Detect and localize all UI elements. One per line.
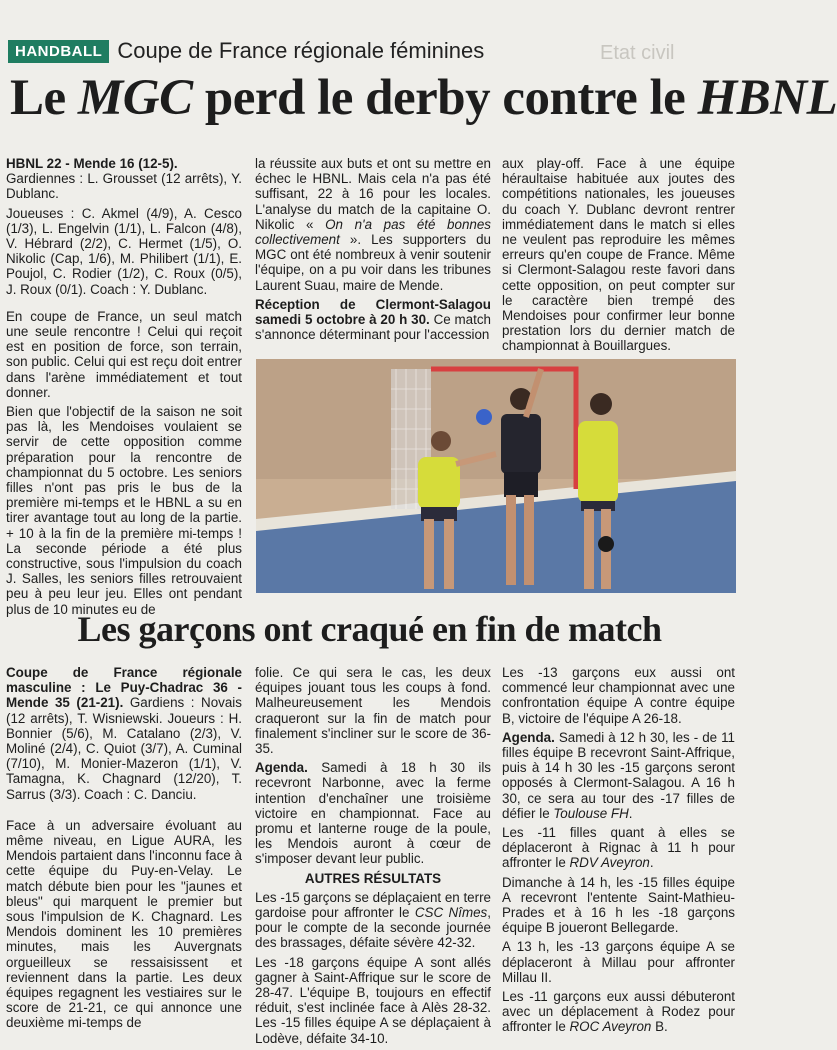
article1-column-2: la réussite aux buts et ont su mettre en échec le HBNL. Mais cela n'a pas été suffisant, 22 à 16 pour les locales. L'analyse du match de la capitaine O. Nikolic « On n'a pas été bonnes collectivement ». Les supporters du MGC ont été nombreux à venir soutenir l'équipe, on a pu voir dans les tribunes Laurent Suau, maire de Mende. Réception de Clermont-Salagou samedi 5 octobre à 20 h 30. Ce match s'annonce déterminant pour l'accession [255, 156, 491, 343]
team-name: Toulouse FH [553, 805, 629, 821]
team-name: CSC Nîmes [414, 905, 488, 921]
agenda-title: Agenda. [502, 729, 555, 745]
section-tag: HANDBALL [8, 40, 109, 63]
team-name: ROC Aveyron [569, 1019, 652, 1035]
ghost-line: Etat civil [600, 42, 675, 64]
paragraph: Face à un adversaire évoluant au même niveau, en Ligue AURA, les Mendois partaient dans l'inconnu face à cette équipe du Puy-en-Velay. Le match débute bien pour les "jaunes et bleus" qui marquent le premier but sous l'impulsion de K. Chagnard. Les Mendois dominent les 10 premières minutes, mais les Auvergnats orgueilleux se ressaisissent et reviennent dans la partie. Les deux équipes regagnent les vestiaires sur le score de 21-21, ce qui annonce une deuxième mi-temps de [6, 817, 242, 1031]
paragraph: Les -18 garçons équipe A sont allés gagner à Saint-Affrique sur le score de 28-47. L'équipe B, toujours en effectif réduit, s'est inclinée face à Alès 28-32. Les -15 filles équipe A se déplaçaient à Lodève, défaite 34-10. [255, 954, 491, 1046]
main-headline: Le MGC perd le derby contre le HBNL [10, 70, 837, 126]
paragraph: Les -13 garçons eux aussi ont commencé leur championnat avec une confrontation équipe A contre équipe B, victoire de l'équipe A 26-18. [502, 665, 735, 726]
paragraph: aux play-off. Face à une équipe héraultaise habituée aux joutes des compétitions nationales, les joueuses du coach Y. Dublanc devront rentrer immédiatement dans le match si elles ne veulent pas reproduire les mêmes erreurs qu'en coupe de France. Même si Clermont-Salagou reste favori dans cette opposition, on peut compter sur le caractère bien trempé des Mendoises pour confirmer leur bonne prestation lors du dernier match de championnat à Bouillargues. [502, 156, 735, 354]
paragraph: En coupe de France, un seul match une seule rencontre ! Celui qui reçoit est en position de force, son terrain, son public. Celui qui est reçu doit entrer dans l'arène immédiatement et tout donner. [6, 308, 242, 400]
goalkeepers-text: Gardiennes : L. Grousset (12 arrêts), Y. Dublanc. [6, 171, 242, 202]
team-name: RDV Aveyron [569, 855, 650, 871]
blue-player-partial [476, 409, 492, 425]
article1-column-1 [6, 156, 242, 621]
paragraph: A 13 h, les -13 garçons équipe A se déplaceront à Millau pour affronter Millau II. [502, 939, 735, 985]
secondary-headline: Les garçons ont craqué en fin de match [77, 609, 662, 649]
article2-column-1 [6, 665, 242, 1035]
roster-text: Gardiens : Novais (12 arrêts), T. Wisniewski. Joueurs : H. Bonnier (5/6), M. Catalano (2/3), V. Moliné (2/4), C. Quiot (3/7), A. Cuminal (7/10), M. Monier-Mazeron (1/1), V. Tamagna, K. Chagnard (12/20), T. Sarrus (3/3). Coach : C. Danciu. [6, 695, 242, 802]
article1-column-3 [502, 156, 735, 358]
players-text: Joueuses : C. Akmel (4/9), A. Cesco (1/3), L. Engelvin (1/1), L. Falcon (4/8), V. Hébrard (2/2), C. Hermet (1/5), O. Nikolic (Cap, 1/6), M. Philibert (1/1), E. Poujol, C. Rodier (1/2), C. Roux (0/5), J. Roux (0/1). Coach : Y. Dublanc. [6, 205, 242, 297]
score-line: HBNL 22 - Mende 16 (12-5). [6, 156, 178, 171]
paragraph: folie. Ce qui sera le cas, les deux équipes jouant tous les coups à fond. Malheureusement les Mendois craqueront sur la fin de match pour finalement s'incliner sur le score de 36-35. [255, 665, 491, 757]
paragraph: Bien que l'objectif de la saison ne soit pas là, les Mendoises voulaient se servir de cette opposition comme préparation pour la rencontre de championnat du 5 octobre. Les seniors filles n'ont pas pris le bus de la première mi-temps et le HBNL a su en tirer avantage tout au long de la partie. + 10 à la fin de la première mi-temps ! La seconde période a été plus constructive, sous l'impulsion du coach J. Salles, les seniors filles retrouvaient peu à peu leur jeu. Elles ont pendant plus de 10 minutes eu de [6, 404, 242, 617]
paragraph: Dimanche à 14 h, les -15 filles équipe A recevront l'entente Saint-Mathieu-Prades et à 16 h les -18 garçons équipe B joueront Bellegarde. [502, 874, 735, 936]
handball-players-photo [256, 359, 736, 593]
match-header: Coupe de France régionale masculine : Le Puy-Chadrac 36 - Mende 35 (21-21). [6, 665, 242, 711]
match-photo [256, 359, 736, 593]
agenda-title: Agenda. [255, 760, 308, 776]
article2-column-2: folie. Ce qui sera le cas, les deux équipes jouant tous les coups à fond. Malheureusement les Mendois craqueront sur la fin de match pour finalement s'incliner sur le score de 36-35. Agenda. Samedi à 18 h 30 ils recevront Narbonne, avec la ferme intention d'enchaîner une troisième victoire en championnat. Face au promu et lanterne rouge de la poule, les Mendois auront à cœur de s'imposer devant leur public. AUTRES RÉSULTATS Les -15 garçons se déplaçaient en terre gardoise pour affronter le CSC Nîmes, pour le compte de la seconde journée des brassages, défaite sévère 42-32. Les -18 garçons équipe A sont allés gagner à Saint-Affrique sur le score de 28-47. L'équipe B, toujours en effectif réduit, s'est inclinée face à Alès 28-32. Les -15 filles équipe A se déplaçaient à Lodève, défaite 34-10. [255, 665, 491, 1046]
article2-column-3: Les -13 garçons eux aussi ont commencé leur championnat avec une confrontation équipe A contre équipe B, victoire de l'équipe A 26-18. Agenda. Samedi à 12 h 30, les - de 11 filles équipe B recevront Saint-Affrique, puis à 14 h 30 les -15 garçons seront opposés à Clermont-Salagou. A 16 h 30, ce sera au tour des -17 filles de défier le Toulouse FH. Les -11 filles quant à elles se déplaceront à Rignac à 11 h pour affronter le RDV Aveyron. Dimanche à 14 h, les -15 filles équipe A recevront l'entente Saint-Mathieu-Prades et à 16 h les -18 garçons équipe B joueront Bellegarde. A 13 h, les -13 garçons équipe A se déplaceront à Millau pour affronter Millau II. Les -11 garçons eux aussi débuteront avec un déplacement à Rodez pour affronter le ROC Aveyron B. [502, 665, 735, 1035]
reception-title: Réception de Clermont-Salagou samedi 5 octobre à 20 h 30. [255, 296, 491, 328]
kicker-text: Coupe de France régionale féminines [117, 38, 485, 63]
captain-quote: On n'a pas été bonnes collectivement [255, 216, 491, 248]
results-title: AUTRES RÉSULTATS [304, 870, 442, 886]
section-kicker [8, 37, 484, 65]
